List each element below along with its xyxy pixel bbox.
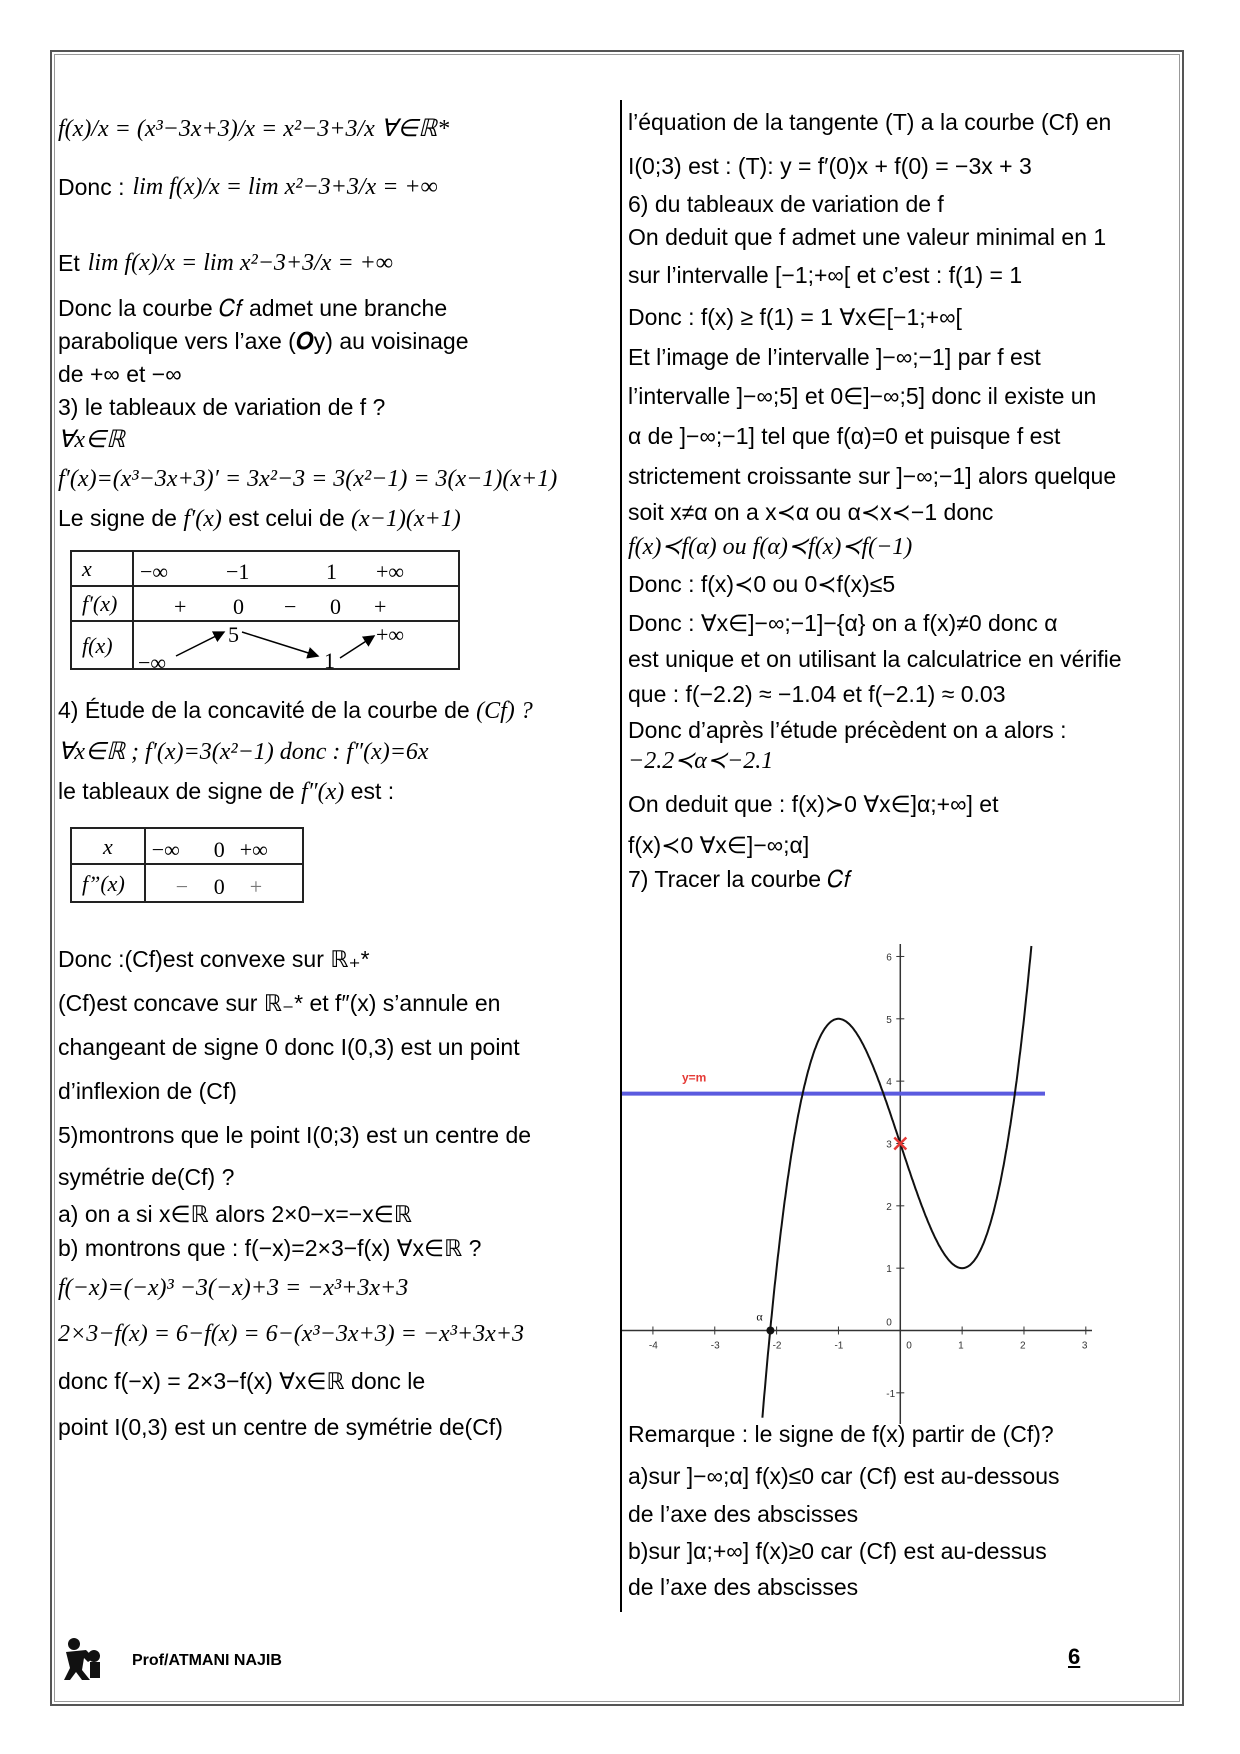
- r-alpha-2: strictement croissante sur ]−∞;−1] alors quelque: [628, 463, 1117, 489]
- ct-x-0: 0: [213, 837, 225, 862]
- section-3-title: 3) le tableaux de variation de f ?: [58, 394, 386, 420]
- ct-x-pinf: +∞: [239, 837, 268, 862]
- ct-x-values: [145, 828, 303, 864]
- author-logo-icon: [60, 1636, 104, 1682]
- r-section-6: 6) du tableaux de variation de f: [628, 191, 944, 217]
- r-alpha-bounds: −2.2≺α≺−2.1: [628, 748, 774, 774]
- x-tick-label-0: -4: [648, 1340, 658, 1352]
- r-remark-a: a)sur ]−∞;α] f(x)≤0 car (Cf) est au-dessous: [628, 1463, 1060, 1489]
- variation-table: [70, 550, 613, 675]
- sign-sentence-c: est celui de: [228, 505, 345, 531]
- vt-f-label: f(x): [71, 621, 133, 669]
- r-min-2: sur l’intervalle [−1;+∞[ et c’est : f(1) = 1: [628, 262, 1023, 288]
- r-donc-2: Donc : ∀x∈]−∞;−1]−{α} on a f(x)≠0 donc α: [628, 610, 1058, 636]
- sign-sentence-a: Le signe de: [58, 505, 177, 531]
- ct-fpp-plus: +: [249, 874, 263, 899]
- sign-intro-b: f″(x): [300, 779, 345, 805]
- text-branch-1: Donc la courbe 𝐶𝑓 admet une branche: [58, 295, 448, 321]
- r-section-7: 7) Tracer la courbe 𝐶𝑓: [628, 866, 851, 892]
- sign-intro-a: le tableaux de signe de: [58, 778, 295, 804]
- sign-sentence-d: (x−1)(x+1): [351, 506, 461, 532]
- y-tick-label-5: 4: [886, 1077, 892, 1089]
- vt-f-max: 5: [228, 622, 239, 647]
- function-curve: [762, 946, 1031, 1418]
- x-tick-label-4: 0: [906, 1340, 912, 1352]
- section-4-title: [58, 694, 613, 728]
- left-column: [58, 100, 613, 1449]
- r-remark-b: b)sur ]α;+∞] f(x)≥0 car (Cf) est au-dessus: [628, 1538, 1047, 1564]
- x-tick-label-3: -1: [834, 1340, 844, 1352]
- text-concave: (Cf)est concave sur ℝ₋* et f″(x) s’annule en: [58, 990, 501, 1016]
- r-alpha-1: α de ]−∞;−1] tel que f(α)=0 et puisque f est: [628, 423, 1061, 449]
- limit-plus-label: Donc :: [58, 173, 125, 200]
- y-tick-label-2: 1: [886, 1264, 892, 1276]
- page-number: 6: [1068, 1644, 1081, 1669]
- r-tangent-1: l’équation de la tangente (T) a la courbe (Cf) en: [628, 109, 1112, 135]
- horizontal-line-label: y=m: [682, 1070, 707, 1085]
- limit-minus-infinity: [58, 234, 613, 292]
- y-tick-label-0: -1: [886, 1388, 896, 1400]
- x-tick-label-7: 3: [1081, 1340, 1088, 1352]
- y-tick-label-4: 3: [886, 1139, 892, 1151]
- vt-fp-minus: −: [284, 594, 297, 619]
- eq-f-over-x: [58, 100, 613, 158]
- sign-sentence: [58, 502, 613, 536]
- eq-f-over-x-text: f(x)/x = (x³−3x+3)/x = x²−3+3/x ∀∈ℝ*: [58, 115, 450, 142]
- text-branch-3: de +∞ et −∞: [58, 361, 182, 387]
- text-inflection-2: d’inflexion de (Cf): [58, 1078, 237, 1104]
- vt-f-min: 1: [324, 648, 335, 673]
- ct-fpp-values: [145, 864, 303, 902]
- section-4-b: (Cf) ?: [476, 698, 533, 724]
- eq-f-minus-x: f(−x)=(−x)³ −3(−x)+3 = −x³+3x+3: [58, 1275, 409, 1301]
- sign-table-intro: [58, 775, 613, 809]
- text-conclusion-1: donc f(−x) = 2×3−f(x) ∀x∈ℝ donc le: [58, 1368, 426, 1394]
- section-5b: b) montrons que : f(−x)=2×3−f(x) ∀x∈ℝ ?: [58, 1235, 482, 1261]
- r-remark-a2: de l’axe des abscisses: [628, 1501, 859, 1527]
- y-tick-label-3: 2: [886, 1201, 892, 1213]
- section-4-a: 4) Étude de la concavité de la courbe de: [58, 697, 470, 723]
- y-tick-label-7: 6: [886, 952, 892, 964]
- derivative-eq: f′(x)=(x³−3x+3)′ = 3x²−3 = 3(x²−1) = 3(x−1)(x+1): [58, 466, 558, 492]
- r-image-2: l’intervalle ]−∞;5] et 0∈]−∞;5] donc il existe un: [628, 383, 1097, 409]
- r-deduce-2: f(x)≺0 ∀x∈]−∞;α]: [628, 832, 810, 858]
- y-tick-label-1: 0: [886, 1317, 892, 1329]
- vt-x-pinf: +∞: [376, 559, 405, 584]
- alpha-label: α: [756, 1309, 763, 1324]
- r-donc-1: Donc : f(x)≺0 ou 0≺f(x)≤5: [628, 571, 896, 597]
- vt-fp-values: [133, 586, 459, 621]
- right-column: [628, 100, 1183, 896]
- section-5a: a) on a si x∈ℝ alors 2×0−x=−x∈ℝ: [58, 1201, 412, 1227]
- r-alpha-3: soit x≠α on a x≺α ou α≺x≺−1 donc: [628, 499, 994, 525]
- r-remark-b2: de l’axe des abscisses: [628, 1574, 859, 1600]
- ct-fpp-label: f”(x): [71, 864, 145, 902]
- x-tick-label-2: -2: [772, 1340, 782, 1352]
- vt-x-1: 1: [326, 559, 337, 584]
- author-name: Prof/ATMANI NAJIB: [132, 1652, 282, 1669]
- limit-minus-math: lim f(x)/x = lim x²−3+3/x = +∞: [87, 249, 393, 276]
- eq-2x3-minus-f: 2×3−f(x) = 6−f(x) = 6−(x³−3x+3) = −x³+3x+3: [58, 1321, 524, 1347]
- r-calc: que : f(−2.2) ≈ −1.04 et f(−2.1) ≈ 0.03: [628, 681, 1006, 707]
- vt-f-pinf: +∞: [376, 622, 405, 647]
- r-unique: est unique et on utilisant la calculatrice en vérifie: [628, 646, 1122, 672]
- x-tick-label-5: 1: [958, 1340, 964, 1352]
- vt-x-label: x: [71, 551, 133, 586]
- section-5-title: 5)montrons que le point I(0;3) est un centre de: [58, 1122, 532, 1148]
- text-conclusion-2: point I(0,3) est un centre de symétrie de(Cf): [58, 1414, 503, 1440]
- right-column-bottom: [628, 1414, 1183, 1604]
- second-derivative-eq: ∀x∈ℝ ; f′(x)=3(x²−1) donc : f″(x)=6x: [58, 739, 429, 765]
- ct-x-minf: −∞: [151, 837, 180, 862]
- r-min-1: On deduit que f admet une valeur minimal en 1: [628, 224, 1107, 250]
- limit-minus-label: Et: [58, 249, 80, 276]
- r-after: Donc d’après l’étude précèdent on a alors :: [628, 717, 1067, 743]
- r-min-3: Donc : f(x) ≥ f(1) = 1 ∀x∈[−1;+∞[: [628, 304, 962, 330]
- vt-fp-plus2: +: [374, 594, 387, 619]
- vt-x-values: [133, 551, 459, 586]
- y-tick-label-6: 5: [886, 1014, 892, 1026]
- vt-x-minf: −∞: [140, 559, 169, 584]
- sign-sentence-b: f′(x): [183, 506, 222, 532]
- sign-intro-c: est :: [350, 778, 395, 804]
- forall-x: ∀x∈ℝ: [58, 427, 125, 453]
- limit-plus-math: lim f(x)/x = lim x²−3+3/x = +∞: [132, 173, 438, 200]
- vt-fp-plus1: +: [174, 594, 187, 619]
- vt-f-minf: −∞: [138, 650, 167, 675]
- r-remark: Remarque : le signe de f(x) partir de (Cf)?: [628, 1421, 1054, 1447]
- r-image-1: Et l’image de l’intervalle ]−∞;−1] par f est: [628, 344, 1041, 370]
- r-deduce-1: On deduit que : f(x)≻0 ∀x∈]α;+∞] et: [628, 791, 999, 817]
- vt-fp-zero2: 0: [330, 594, 341, 619]
- ct-fpp-minus: −: [175, 874, 189, 899]
- ct-x-label: x: [71, 828, 145, 864]
- r-alpha-4: f(x)≺f(α) ou f(α)≺f(x)≺f(−1): [628, 534, 913, 560]
- vt-f-values: [133, 621, 459, 675]
- text-convex: Donc :(Cf)est convexe sur ℝ₊*: [58, 946, 370, 972]
- x-tick-label-6: 2: [1019, 1340, 1026, 1352]
- text-branch-2: parabolique vers l’axe (𝑶y) au voisinage: [58, 328, 469, 354]
- alpha-point: [766, 1326, 774, 1334]
- vt-x-m1: −1: [226, 559, 250, 584]
- function-graph: [622, 944, 1092, 1424]
- section-5-title-2: symétrie de(Cf) ?: [58, 1164, 235, 1190]
- ct-fpp-zero: 0: [213, 874, 225, 899]
- x-tick-label-1: -3: [710, 1340, 720, 1352]
- text-inflection-1: changeant de signe 0 donc I(0,3) est un point: [58, 1034, 520, 1060]
- r-tangent-2: I(0;3) est : (T): y = f′(0)x + f(0) = −3x + 3: [628, 153, 1032, 179]
- variation-arrows: [134, 622, 414, 670]
- vt-fp-label: f′(x): [71, 586, 133, 621]
- vt-fp-zero1: 0: [233, 594, 244, 619]
- concavity-table: [70, 827, 613, 903]
- limit-plus-infinity: [58, 158, 613, 216]
